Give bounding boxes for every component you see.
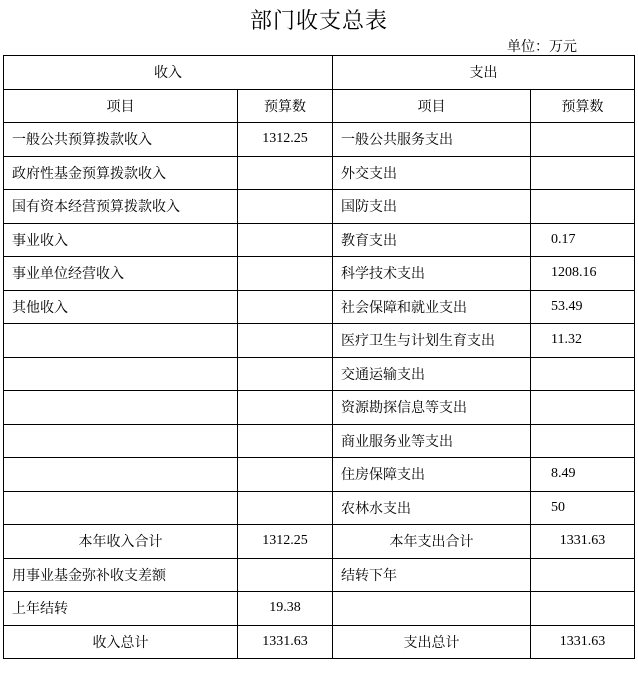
expense-value-cell <box>531 357 635 391</box>
table-row <box>4 123 635 157</box>
total-row <box>4 625 635 659</box>
income-item-cell <box>4 391 238 425</box>
income-item-cell: 政府性基金预算拨款收入 <box>4 156 238 190</box>
income-item-cell <box>4 424 238 458</box>
expense-subtotal-label: 本年支出合计 <box>333 525 531 559</box>
table-row <box>4 190 635 224</box>
expense-value-cell <box>531 424 635 458</box>
income-value-cell <box>238 190 333 224</box>
expense-item-cell: 一般公共服务支出 <box>333 123 531 157</box>
income-value-cell <box>238 324 333 358</box>
expense-subtotal-value: 1331.63 <box>531 525 635 559</box>
column-header-row <box>4 89 635 123</box>
income-item-cell: 其他收入 <box>4 290 238 324</box>
income-subtotal-label: 本年收入合计 <box>4 525 238 559</box>
expense-item-cell: 外交支出 <box>333 156 531 190</box>
income-value-cell <box>238 491 333 525</box>
table-row <box>4 592 635 626</box>
income-budget-header: 预算数 <box>238 89 333 123</box>
expense-value-cell: 8.49 <box>531 458 635 492</box>
income-item-header: 项目 <box>4 89 238 123</box>
expense-value-cell <box>531 156 635 190</box>
income-header: 收入 <box>4 56 333 90</box>
expense-value-cell: 50 <box>531 491 635 525</box>
table-row <box>4 357 635 391</box>
table-row <box>4 458 635 492</box>
income-item-cell <box>4 324 238 358</box>
income-item-cell: 事业单位经营收入 <box>4 257 238 291</box>
expense-item-cell: 科学技术支出 <box>333 257 531 291</box>
expense-item-cell <box>333 592 531 626</box>
subtotal-row <box>4 525 635 559</box>
expense-total-label: 支出总计 <box>333 625 531 659</box>
income-value-cell <box>238 391 333 425</box>
expense-value-cell: 53.49 <box>531 290 635 324</box>
expense-value-cell: 0.17 <box>531 223 635 257</box>
expense-value-cell <box>531 123 635 157</box>
table-row <box>4 391 635 425</box>
income-subtotal-value: 1312.25 <box>238 525 333 559</box>
income-value-cell: 19.38 <box>238 592 333 626</box>
table-row <box>4 223 635 257</box>
page-title: 部门收支总表 <box>249 9 388 34</box>
income-item-cell <box>4 491 238 525</box>
unit-label: 单位：万元 <box>507 39 577 55</box>
expense-item-cell: 交通运输支出 <box>333 357 531 391</box>
expense-item-cell: 国防支出 <box>333 190 531 224</box>
expense-header: 支出 <box>333 56 635 90</box>
income-value-cell <box>238 156 333 190</box>
income-value-cell <box>238 357 333 391</box>
expense-value-cell <box>531 592 635 626</box>
expense-total-value: 1331.63 <box>531 625 635 659</box>
table-row <box>4 491 635 525</box>
income-item-cell <box>4 458 238 492</box>
income-total-value: 1331.63 <box>238 625 333 659</box>
income-item-cell: 一般公共预算拨款收入 <box>4 123 238 157</box>
expense-value-cell: 1208.16 <box>531 257 635 291</box>
income-value-cell: 1312.25 <box>238 123 333 157</box>
expense-budget-header: 预算数 <box>531 89 635 123</box>
expense-value-cell <box>531 558 635 592</box>
income-item-cell: 用事业基金弥补收支差额 <box>4 558 238 592</box>
expense-value-cell <box>531 391 635 425</box>
income-value-cell <box>238 424 333 458</box>
expense-item-cell: 医疗卫生与计划生育支出 <box>333 324 531 358</box>
expense-item-cell: 结转下年 <box>333 558 531 592</box>
table-row <box>4 424 635 458</box>
income-value-cell <box>238 223 333 257</box>
table-row <box>4 290 635 324</box>
expense-item-cell: 农林水支出 <box>333 491 531 525</box>
table-row <box>4 324 635 358</box>
expense-item-cell: 商业服务业等支出 <box>333 424 531 458</box>
income-value-cell <box>238 257 333 291</box>
income-item-cell: 国有资本经营预算拨款收入 <box>4 190 238 224</box>
expense-item-cell: 教育支出 <box>333 223 531 257</box>
table-row <box>4 156 635 190</box>
expense-value-cell <box>531 190 635 224</box>
expense-item-cell: 住房保障支出 <box>333 458 531 492</box>
budget-table <box>3 55 635 659</box>
expense-item-cell: 资源勘探信息等支出 <box>333 391 531 425</box>
income-item-cell: 事业收入 <box>4 223 238 257</box>
income-value-cell <box>238 558 333 592</box>
income-item-cell: 上年结转 <box>4 592 238 626</box>
income-item-cell <box>4 357 238 391</box>
expense-item-cell: 社会保障和就业支出 <box>333 290 531 324</box>
income-value-cell <box>238 290 333 324</box>
section-header-row <box>4 56 635 90</box>
table-row <box>4 257 635 291</box>
expense-value-cell: 11.32 <box>531 324 635 358</box>
income-total-label: 收入总计 <box>4 625 238 659</box>
expense-item-header: 项目 <box>333 89 531 123</box>
table-row <box>4 558 635 592</box>
income-value-cell <box>238 458 333 492</box>
